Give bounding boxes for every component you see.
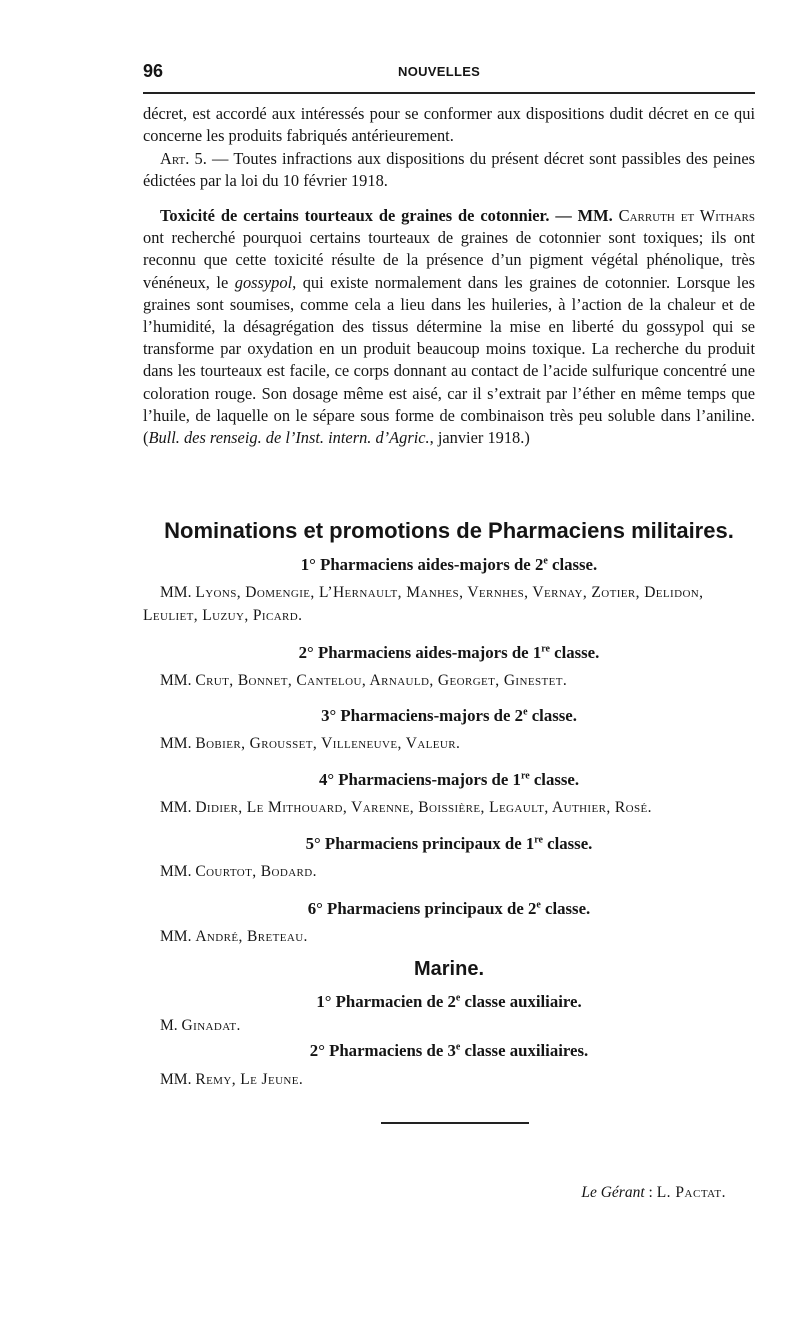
article-text: — Toutes infractions aux dispositions du présent décret sont passibles des peines édictées par la loi du 10 février 1918.: [143, 149, 755, 191]
signature: [581, 1184, 726, 1202]
group-heading: 2° Pharmaciens de 3e classe auxiliaires.: [309, 1041, 589, 1060]
group-heading: 2° Pharmaciens aides-majors de 1re classe.: [298, 643, 600, 662]
names-list: MM. Lyons, Domengie, L’Hernault, Manhes, Vernhes, Vernay, Zotier, Delidon, Leuliet, Luzuy, Picard.: [143, 584, 704, 624]
article-title-toxicite: Toxicité de certains tourteaux de graines de cotonnier.: [160, 206, 550, 225]
names-list: MM. Courtot, Bodard.: [160, 863, 317, 880]
closing-rule: [381, 1122, 529, 1124]
citation-tail: , janvier 1918.): [429, 428, 530, 448]
names-list: MM. Bobier, Grousset, Villeneuve, Valeur.: [160, 735, 461, 752]
running-header: NOUVELLES: [398, 64, 481, 79]
signature-name: L. Pactat.: [656, 1184, 726, 1201]
names-list: M. Ginadat.: [160, 1017, 241, 1034]
names-list: MM. Remy, Le Jeune.: [160, 1071, 304, 1088]
header-rule: [143, 92, 755, 94]
body-text-2: , qui existe normalement dans les graines de cotonnier. Lorsque les graines sont soumises, comme cela a lieu dans les huileries, à l’action de la chaleur et de l’humidité, la désagrégation des tissus détermine la mise en liberté du gossypol qui se transforme par oxydation en un produit beaucoup moins toxique. La recherche du produit dans les tourteaux est facile, ce corps donnant au contact de l’acide sulfurique concentré une coloration rouge. Son dosage même est aisé, car il s’extrait par l’éther en même temps que l’huile, de laquelle on le sépare sous forme de combinaison très peu soluble dans l’aniline. (: [143, 272, 755, 448]
group-heading: 6° Pharmaciens principaux de 2e classe.: [307, 899, 591, 918]
group-heading: 5° Pharmaciens principaux de 1re classe.: [305, 834, 593, 853]
names-list: MM. Didier, Le Mithouard, Varenne, Boissière, Legault, Authier, Rosé.: [160, 799, 652, 816]
italic-term: gossypol: [234, 272, 293, 292]
signature-role: Le Gérant: [581, 1184, 645, 1201]
article-lead: — MM.: [549, 206, 619, 225]
signature-separator: :: [644, 1184, 657, 1201]
group-heading: 3° Pharmaciens-majors de 2e classe.: [321, 706, 577, 725]
paragraph-toxicite: [143, 205, 755, 449]
names-list: MM. André, Breteau.: [160, 928, 308, 945]
body-text-1: ont recherché pourquoi certains tourteaux de graines de cotonnier sont toxiques; ils ont reconnu que cette toxicité résulte de la présence d’un pigment végétal phénolique, très vénéneux, le: [143, 228, 755, 292]
section-title: Nominations et promotions de Pharmaciens militaires.: [164, 518, 734, 543]
paragraph-decret-text: décret, est accordé aux intéressés pour se conformer aux dispositions dudit décret en ce qui concerne les produits fabriqués antérieurement.: [143, 104, 755, 146]
citation: Bull. des renseig. de l’Inst. intern. d’Agric.: [148, 428, 430, 448]
authors: Carruth et Withars: [618, 206, 755, 225]
page-number: 96: [143, 61, 164, 81]
paragraph-decret: [143, 103, 755, 147]
group-heading: 1° Pharmaciens aides-majors de 2e classe.: [300, 555, 598, 574]
paragraph-article-5: [143, 148, 755, 192]
article-label: Art. 5.: [160, 149, 207, 168]
group-heading: 1° Pharmacien de 2e classe auxiliaire.: [316, 992, 582, 1011]
names-list: MM. Crut, Bonnet, Cantelou, Arnauld, Georget, Ginestet.: [160, 672, 568, 689]
group-heading: 4° Pharmaciens-majors de 1re classe.: [318, 770, 580, 789]
marine-heading: Marine.: [413, 958, 485, 980]
